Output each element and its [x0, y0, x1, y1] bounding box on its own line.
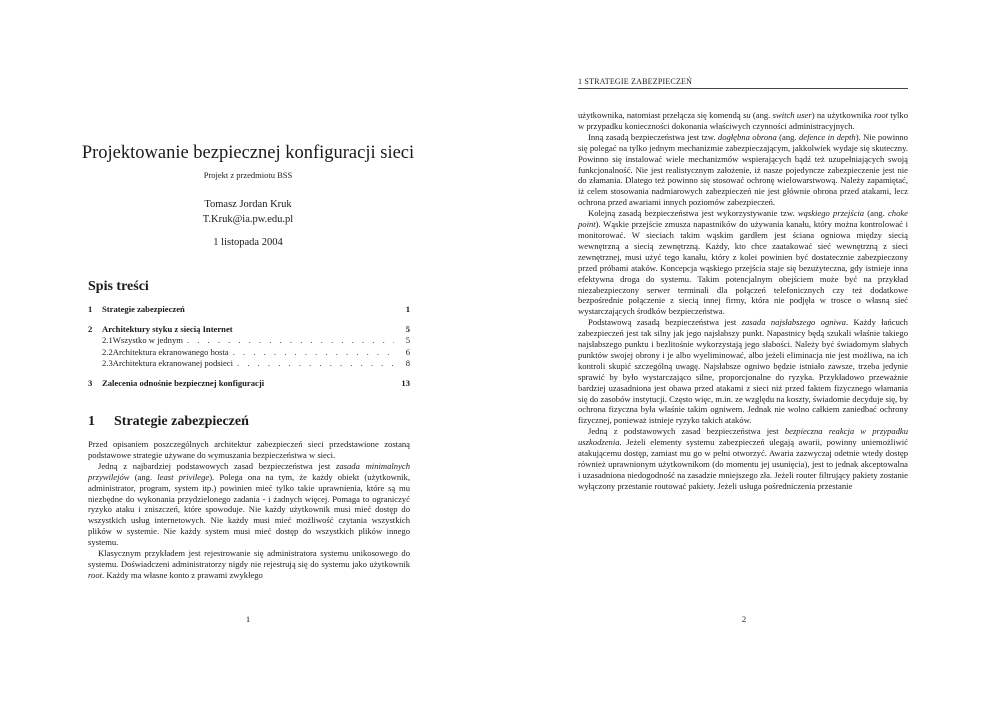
emphasis: least privilege [157, 471, 210, 482]
header-rule [578, 88, 908, 89]
toc-subentry[interactable] [88, 358, 410, 370]
toc-entry-page: 8 [405, 358, 410, 368]
toc-entry[interactable] [88, 378, 410, 390]
toc-entry-page: 13 [401, 377, 410, 388]
toc-entry-title: Wszystko w jednym [112, 335, 183, 345]
toc-entry-title: Architektura ekranowanej podsieci [112, 358, 234, 368]
toc-entry-title: Strategie zabezpieczeń [102, 304, 185, 314]
paragraph: Inną zasadą bezpieczeństwa jest tzw. dogłębna obrona (ang. defence in depth). Nie powinno się polegać na tylko jednym mechanizmie zabezpieczającym, jakkolwiek wydaje się skuteczny. Powinno się instalować wiele mechanizmów wspierających bądź też uzupełniających swoją funkcjonalność. Nie jest realistycznym założenie, iż nasze pojedyncze zabezpieczenie jest nie do złamania. Dlatego też powinno się stosować ochronę wielowarstwową. Należy zapamiętać, iż celem stosowania nadmiarowych zabezpieczeń nie jest głównie obrona przed atakami, lecz ochrona przed awariami innych poziomów zabezpieczeń. [578, 131, 908, 208]
paragraph: Podstawową zasadą bezpieczeństwa jest zasada najsłabszego ogniwa. Każdy łańcuch zabezpieczeń jest tak silny jak jego najsłabszy punkt. Napastnicy będą szukali właśnie takiego najsłabszego punktu i bezlitośnie wykorzystają jego słabości. Należy być świadomym słabych punktów swojej obrony i je albo wyeliminować, albo jeżeli eliminacja nie jest możliwa, na ich kontroli skupić szczególną uwagę. Najsłabsze ogniwo będzie istniało zawsze, trzeba jedynie sprawić by było wystarczająco silne, proporcjonalne do ryzyka. Przykładowo przeważnie bardziej uzasadniona jest obawa przed atakami z sieci niż przed faktem fizycznego włamania się do zasobów instytucji. Często więc, m.in. ze względu na koszty, świadomie decyduje się, by ochrona fizyczna była właśnie takim ogniwem. Jednak nie wolno całkiem zaniedbać ochrony fizycznej, ponieważ istnieje ryzyko takich ataków. [578, 317, 908, 426]
emphasis: bezpieczna reakcja w przypadku uszkodzenia [578, 426, 908, 448]
section-number: 1 [88, 414, 95, 429]
toc-entry-page: 6 [405, 346, 410, 357]
toc-entry-title: Zalecenia odnośnie bezpiecznej konfiguracji [102, 377, 265, 388]
emphasis: root [88, 569, 103, 580]
toc-subentry[interactable] [88, 347, 410, 359]
toc-entry-number: 2.2 [102, 346, 113, 357]
emphasis: choke point [578, 208, 908, 230]
emphasis: dogłębna obrona [717, 131, 777, 142]
toc-entry[interactable] [88, 324, 410, 336]
emphasis: zasada najsłabszego ogniwa [741, 317, 846, 328]
paragraph: Jedną z najbardziej podstawowych zasad bezpieczeństwa jest zasada minimalnych przywilejów (ang. least privilege). Polega ona na tym, że każdy obiekt (użytkownik, administrator, program, system itp.) powinien mieć tylko takie uprawnienia, które są mu niezbędne do wykonania przydzielonego zadania - i żadnych więcej. Pomaga to ograniczyć ryzyko ataku i zniszczeń, które spowoduje. Nie każdy użytkownik musi mieć dostęp do wszystkich usług internetowych. Nie każdy musi mieć możliwość czytania wszystkich plików w systemie. Nie każdy system musi mieć dostęp do wszystkich plików innego systemu. [88, 460, 410, 548]
paragraph: Kolejną zasadą bezpieczeństwa jest wykorzystywanie tzw. wąskiego przejścia (ang. choke point). Wąskie przejście zmusza napastników do używania kanału, który można kontrolować i monitorować. W sieciach takim wąskim gardłem jest ściana ogniowa między siecią wewnętrzną a siecią zewnętrzną. Każdy, kto chce zaatakować sieć wewnętrzną z sieci zewnętrznej, musi użyć tego kanału, który z kolei powinien być dostatecznie zabezpieczony przed próbami ataków. Koncepcja wąskiego przejścia staje się bezużyteczna, gdy istnieje inna efektywna droga do systemu. Takim potencjalnym obejściem może być na przykład niezabezpieczony serwer terminali dla połączeń telefonicznych czy też dodatkowe bezpośrednie połączenie z siecią innej firmy, która nie podjęła w trosce o własną sieć wystarczających środków bezpieczeństwa. [578, 208, 908, 317]
toc-entry-number: 2.1 [102, 335, 113, 345]
toc-entry-number: 2.3 [102, 358, 113, 368]
emphasis: switch user [772, 110, 812, 120]
toc-leader [237, 358, 394, 370]
toc-subentry[interactable] [88, 335, 410, 347]
running-head: 1 STRATEGIE ZABEZPIECZEŃ [578, 77, 693, 86]
toc-entry-page: 5 [405, 323, 410, 334]
paragraph: użytkownika, natomiast przełącza się komendą su (ang. switch user) na użytkownika root tylko w przypadku konieczności dokonania właściwych czynności administracyjnych. [578, 110, 908, 131]
emphasis: defence in depth [798, 131, 856, 142]
toc-entry-page: 5 [405, 335, 410, 345]
page-number: 2 [741, 614, 747, 624]
emphasis: root [874, 110, 889, 120]
toc-leader [233, 347, 394, 359]
document-date: 1 listopada 2004 [213, 237, 283, 248]
section-heading [88, 414, 249, 430]
body-text-left [88, 439, 410, 581]
toc-entry-number: 1 [88, 304, 93, 314]
author-email: T.Kruk@ia.pw.edu.pl [202, 214, 294, 225]
toc-leader [187, 335, 394, 347]
author-name: Tomasz Jordan Kruk [204, 199, 292, 210]
toc-entry-page: 1 [405, 304, 410, 314]
paragraph: Klasycznym przykładem jest rejestrowanie się administratora systemu unikosowego do systemu. Doświadczeni administratorzy nigdy nie rejestrują się do systemu jako użytkownik root. Każdy ma własne konto z prawami zwykłego [88, 548, 410, 580]
toc-entry-title: Architektury styku z siecią Internet [102, 323, 233, 334]
emphasis: wąskiego przejścia [797, 208, 865, 219]
author-block [0, 197, 496, 227]
toc-heading: Spis treści [88, 279, 149, 294]
document-subtitle: Projekt z przedmiotu BSS [203, 170, 293, 180]
emphasis: su [742, 110, 751, 120]
paragraph: Przed opisaniem poszczególnych architektur zabezpieczeń sieci przedstawione zostaną podstawowe strategie używane do wymuszania bezpieczeństwa w sieci. [88, 439, 410, 460]
table-of-contents [88, 304, 410, 389]
document-title: Projektowanie bezpiecznej konfiguracji sieci [81, 143, 415, 163]
section-title: Strategie zabezpieczeń [114, 414, 249, 429]
toc-entry[interactable] [88, 304, 410, 316]
toc-entry-number: 2 [88, 323, 93, 334]
page-number: 1 [245, 614, 251, 624]
body-text-right [578, 110, 908, 492]
paragraph: Jedną z podstawowych zasad bezpieczeństwa jest bezpieczna reakcja w przypadku uszkodzenia. Jeżeli elementy systemu zabezpieczeń ulegają awarii, powinny uniemożliwić atakującemu dostęp, zamiast mu go w pełni otworzyć. Awaria zazwyczaj odetnie wtedy dostęp również uprawnionym użytkownikom (do momentu jej usunięcia), jest to jednak akceptowalna i uzasadniona niedogodność na zasadzie mniejszego zła. Jeżeli router filtrujący pakiety zostanie wyłączony przestanie routować pakiety. Jeżeli usługa pośredniczenia przestanie [578, 426, 908, 491]
toc-entry-title: Architektura ekranowanego hosta [112, 346, 229, 357]
toc-entry-number: 3 [88, 377, 93, 388]
emphasis: zasada minimalnych przywilejów [88, 460, 410, 482]
page-2 [496, 0, 992, 701]
